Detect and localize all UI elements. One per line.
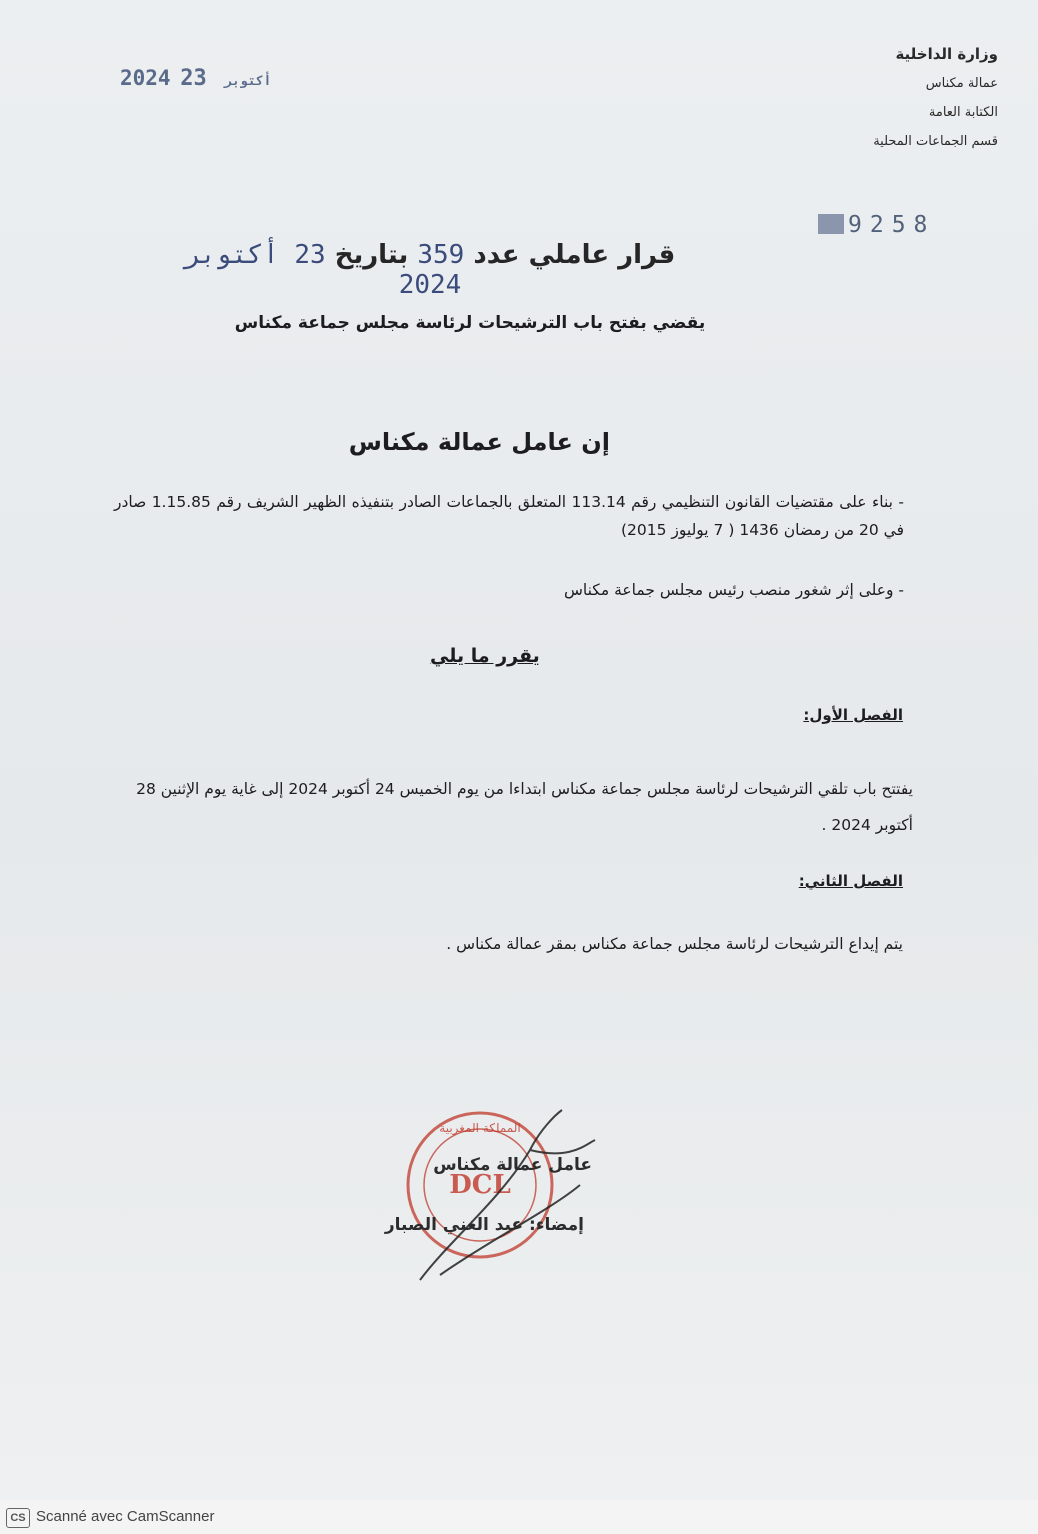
prefecture-name: عمالة مكناس [925, 76, 998, 91]
letterhead [768, 40, 998, 156]
seal-ring-text: المملكة المغربية [439, 1121, 521, 1135]
registration-number: 9258 [848, 212, 936, 238]
stamp-month: أكتوبر [224, 74, 272, 89]
preamble-heading: إن عامل عمالة مكناس [348, 428, 610, 456]
signatory-name: إمضاء: عبد الغني الصبار [384, 1215, 584, 1235]
signatory-title: عامل عمالة مكناس [433, 1155, 592, 1175]
decision-title-prefix: قرار عاملي عدد [473, 240, 676, 270]
article-2-text: يتم إيداع الترشيحات لرئاسة مجلس جماعة مكناس بمقر عمالة مكناس . [446, 935, 903, 953]
article-1-title: الفصل الأول: [803, 706, 903, 724]
preamble-item-vacancy: - وعلى إثر شغور منصب رئيس مجلس جماعة مكناس [563, 581, 904, 599]
decision-number: 359 [417, 240, 465, 270]
camscanner-caption: Scanné avec CamScanner [36, 1508, 215, 1525]
registration-stamp [818, 212, 935, 238]
scanner-footer [0, 1500, 1038, 1534]
date-stamp [120, 66, 279, 91]
preamble-item-legal-basis: - بناء على مقتضيات القانون التنظيمي رقم 113.14 المتعلق بالجماعات الصادر بتنفيذه الظهير الشريف رقم 1.15.85 صادر في 20 من رمضان 1436 ( 7 يوليوز 2015) [114, 493, 904, 539]
stamp-bar-mark [818, 214, 844, 234]
stamp-year: 2024 [120, 66, 171, 90]
stamp-day: 23 [180, 66, 207, 91]
article-2-title: الفصل الثاني: [798, 872, 903, 890]
secretariat-name: الكتابة العامة [928, 105, 998, 120]
ministry-name: وزارة الداخلية [895, 45, 998, 63]
article-1-text: يفتتح باب تلقي الترشيحات لرئاسة مجلس جماعة مكناس ابتداءا من يوم الخميس 24 أكتوبر 2024 إلى غاية يوم الإثنين 28 أكتوبر 2024 . [136, 780, 913, 834]
decision-subtitle: يقضي بفتح باب الترشيحات لرئاسة مجلس جماعة مكناس [234, 313, 706, 333]
seal-center-text: DCL [449, 1170, 511, 1200]
decides-heading: يقرر ما يلي [430, 645, 540, 667]
decision-title [150, 240, 710, 300]
decision-date: 23 أكتوبر 2024 [184, 240, 462, 300]
decision-date-label: بتاريخ [334, 240, 409, 270]
official-seal [380, 1090, 600, 1290]
division-name: قسم الجماعات المحلية [873, 134, 998, 149]
camscanner-logo-icon: CS [6, 1508, 30, 1528]
